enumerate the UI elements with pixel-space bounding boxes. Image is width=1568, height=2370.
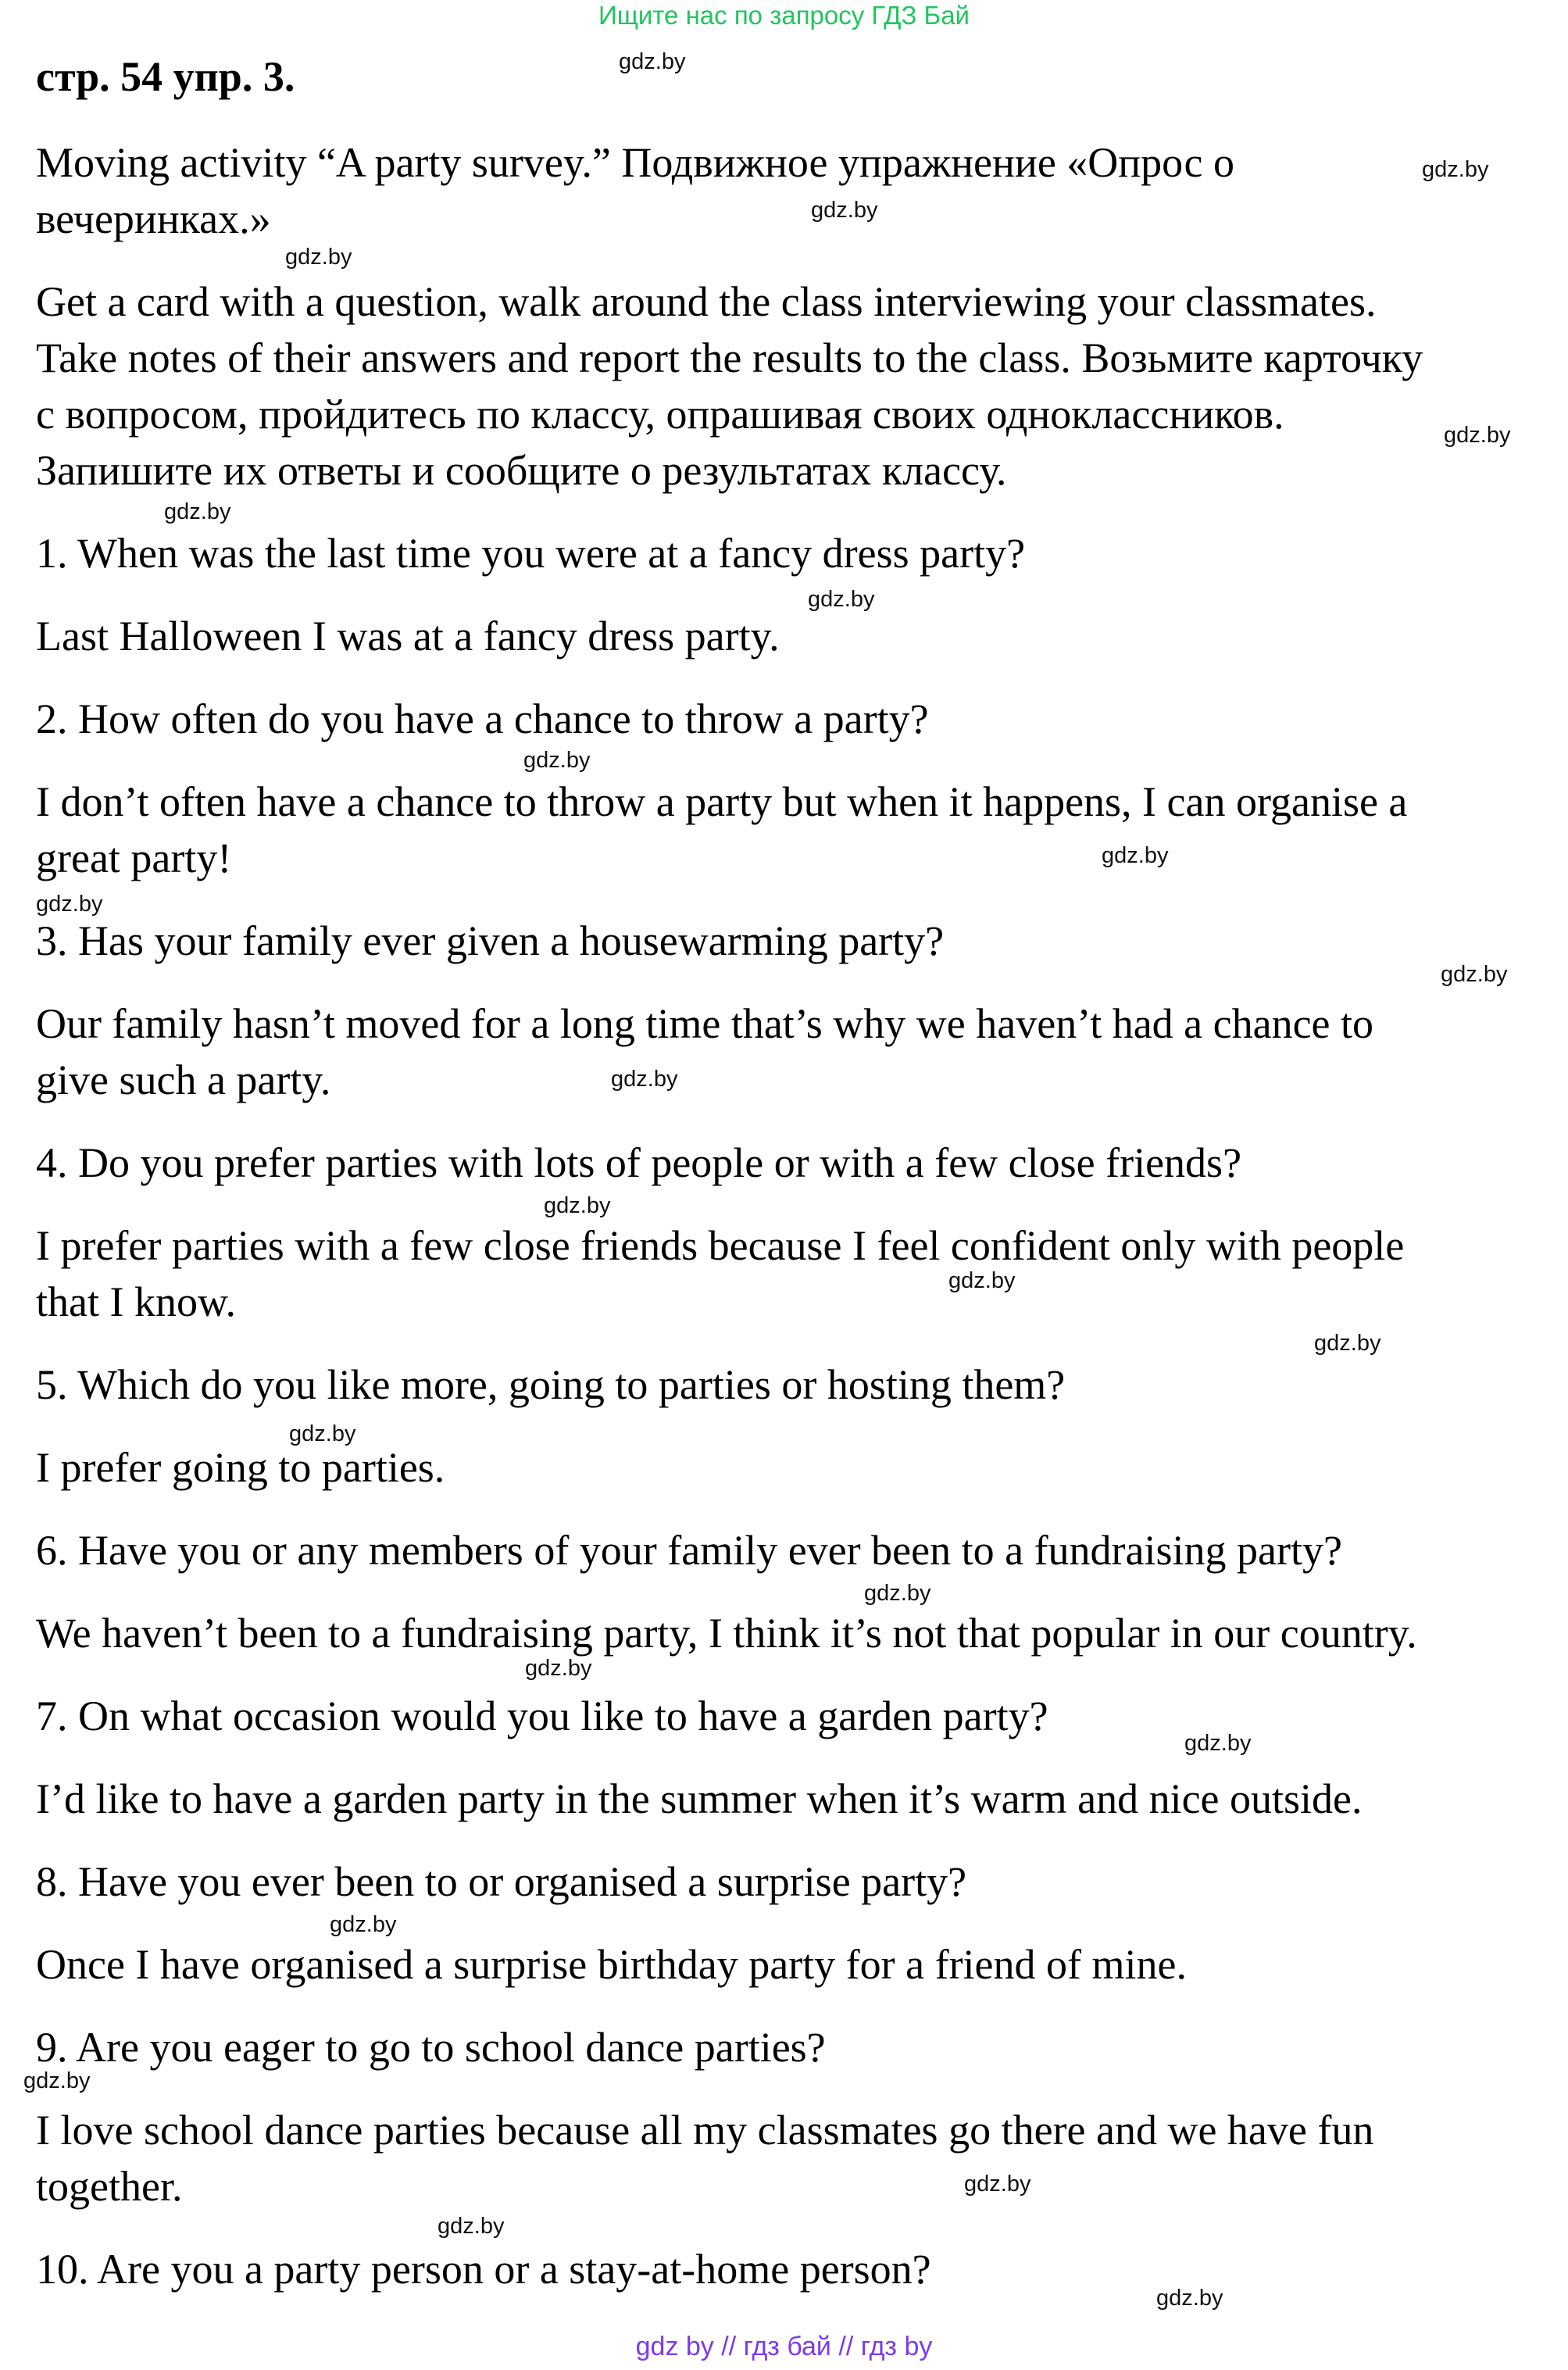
watermark: gdz.by [611,1067,678,1092]
watermark: gdz.by [808,587,875,612]
footer-links[interactable]: gdz by // гдз бай // гдз by [635,2332,933,2361]
instructions-line: Take notes of their answers and report the results to the class. Возьмите карточку [36,334,1423,381]
answer-4: I prefer parties with a few close friends because I feel confident only with people [36,1222,1405,1269]
answer-4: that I know. [36,1278,236,1325]
answer-7: I’d like to have a garden party in the summer when it’s warm and nice outside. [36,1775,1363,1822]
page-title: стр. 54 упр. 3. [36,53,295,100]
watermark: gdz.by [1102,843,1169,868]
watermark: gdz.by [36,892,103,917]
watermark: gdz.by [525,1656,592,1681]
watermark: gdz.by [811,198,878,223]
answer-9: I love school dance parties because all my classmates go there and we have fun [36,2107,1374,2154]
search-banner[interactable]: Ищите нас по запросу ГДЗ Бай [598,1,970,30]
watermark: gdz.by [619,49,686,74]
watermark: gdz.by [1184,1731,1252,1756]
question-4: 4. Do you prefer parties with lots of people or with a few close friends? [36,1139,1242,1186]
watermark: gdz.by [864,1581,931,1606]
question-9: 9. Are you eager to go to school dance parties? [36,2024,826,2071]
watermark: gdz.by [1422,157,1489,182]
answer-3: give such a party. [36,1056,331,1103]
watermark: gdz.by [964,2172,1031,2197]
watermark: gdz.by [438,2214,505,2239]
instructions-line: Запишите их ответы и сообщите о результатах классу. [36,447,1007,494]
question-2: 2. How often do you have a chance to throw a party? [36,695,929,742]
watermark: gdz.by [948,1268,1016,1293]
answer-1: Last Halloween I was at a fancy dress party. [36,613,780,660]
question-7: 7. On what occasion would you like to have a garden party? [36,1693,1048,1739]
answer-2: great party! [36,835,232,881]
watermark: gdz.by [285,245,352,270]
watermark: gdz.by [1444,423,1511,448]
answer-3: Our family hasn’t moved for a long time that’s why we haven’t had a chance to [36,1000,1374,1047]
answer-5: I prefer going to parties. [36,1444,445,1491]
watermark: gdz.by [523,748,591,773]
question-6: 6. Have you or any members of your family ever been to a fundraising party? [36,1527,1342,1574]
answer-8: Once I have organised a surprise birthday party for a friend of mine. [36,1941,1187,1988]
intro-line: Moving activity “A party survey.” Подвижное упражнение «Опрос о [36,139,1234,186]
watermark: gdz.by [23,2068,91,2093]
instructions-line: с вопросом, пройдитесь по классу, опрашивая своих одноклассников. [36,391,1284,438]
watermark: gdz.by [289,1421,356,1446]
intro-line: вечеринках.» [36,195,271,242]
question-1: 1. When was the last time you were at a fancy dress party? [36,530,1026,577]
answer-2: I don’t often have a chance to throw a party but when it happens, I can organise a [36,778,1408,825]
watermark: gdz.by [1156,2286,1223,2311]
answer-6: We haven’t been to a fundraising party, I think it’s not that popular in our country. [36,1610,1417,1657]
question-8: 8. Have you ever been to or organised a surprise party? [36,1858,967,1905]
watermark: gdz.by [164,499,231,524]
watermark: gdz.by [330,1912,397,1937]
instructions-line: Get a card with a question, walk around the class interviewing your classmates. [36,278,1377,325]
question-3: 3. Has your family ever given a housewarming party? [36,917,945,964]
watermark: gdz.by [544,1193,611,1218]
watermark: gdz.by [1314,1331,1381,1356]
question-5: 5. Which do you like more, going to parties or hosting them? [36,1361,1066,1408]
watermark: gdz.by [1441,962,1508,987]
question-10: 10. Are you a party person or a stay-at-home person? [36,2246,931,2293]
answer-9: together. [36,2163,183,2210]
